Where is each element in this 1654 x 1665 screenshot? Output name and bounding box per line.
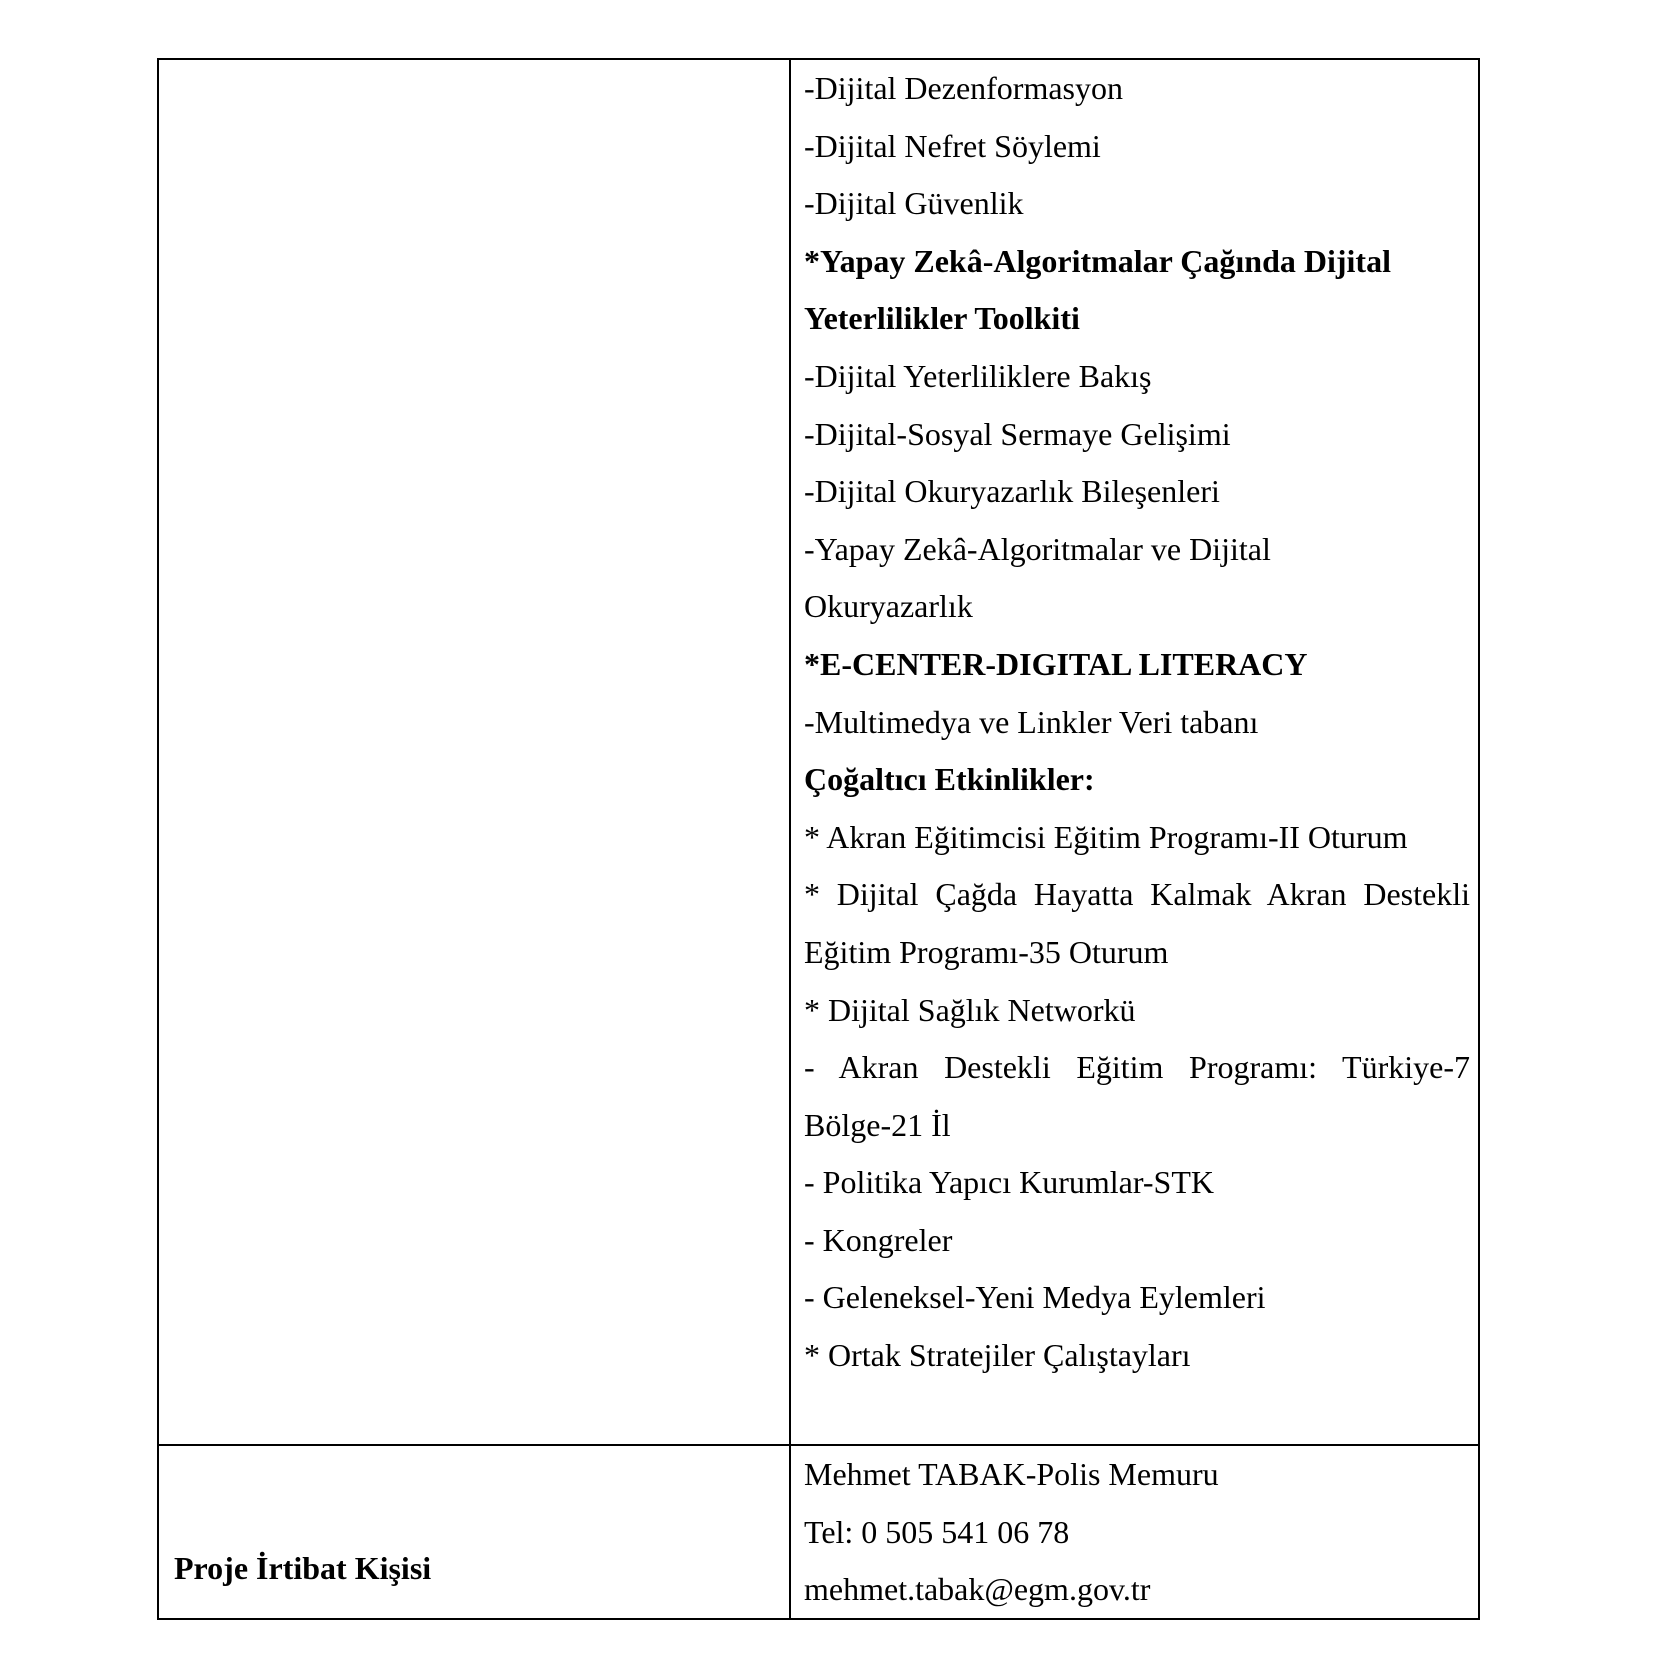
project-activities-cell bbox=[804, 60, 1470, 1385]
activity-line: * Ortak Stratejiler Çalıştayları bbox=[804, 1337, 1191, 1374]
document-table bbox=[157, 58, 1480, 1620]
contact-name: Mehmet TABAK-Polis Memuru bbox=[804, 1456, 1219, 1492]
activity-line: -Dijital Dezenformasyon bbox=[804, 70, 1123, 106]
activity-line: -Dijital Nefret Söylemi bbox=[804, 127, 1101, 164]
activity-line: Çoğaltıcı Etkinlikler: bbox=[804, 761, 1095, 798]
activity-line: - Politika Yapıcı Kurumlar-STK bbox=[804, 1164, 1214, 1201]
contact-details-cell bbox=[804, 1446, 1470, 1619]
activity-line: Eğitim Programı-35 Oturum bbox=[804, 933, 1169, 970]
activity-line: -Dijital Okuryazarlık Bileşenleri bbox=[804, 473, 1220, 510]
activity-line: -Dijital Yeterliliklere Bakış bbox=[804, 357, 1152, 394]
activity-line: -Yapay Zekâ-Algoritmalar ve Dijital bbox=[804, 530, 1271, 567]
activity-line: Bölge-21 İl bbox=[804, 1106, 951, 1143]
activity-line: - Kongreler bbox=[804, 1221, 953, 1258]
contact-label: Proje İrtibat Kişisi bbox=[174, 1550, 432, 1586]
activity-line: * Dijital Sağlık Networkü bbox=[804, 991, 1136, 1028]
activity-line: *E-CENTER-DIGITAL LITERACY bbox=[804, 645, 1308, 682]
activity-line: -Dijital-Sosyal Sermaye Gelişimi bbox=[804, 415, 1231, 452]
activity-line: -Multimedya ve Linkler Veri tabanı bbox=[804, 703, 1259, 740]
activity-line: Yeterlilikler Toolkiti bbox=[804, 300, 1080, 337]
column-divider bbox=[789, 60, 791, 1618]
activity-line: * Dijital Çağda Hayatta Kalmak Akran Destekli bbox=[804, 876, 1470, 913]
activity-line: * Akran Eğitimcisi Eğitim Programı-II Oturum bbox=[804, 818, 1408, 855]
contact-label-cell bbox=[174, 1540, 774, 1598]
contact-email: mehmet.tabak@egm.gov.tr bbox=[804, 1571, 1151, 1608]
contact-phone: Tel: 0 505 541 06 78 bbox=[804, 1513, 1070, 1550]
activity-line: -Dijital Güvenlik bbox=[804, 185, 1024, 222]
activity-line: Okuryazarlık bbox=[804, 588, 973, 625]
activity-line: - Akran Destekli Eğitim Programı: Türkiye-7 bbox=[804, 1049, 1470, 1086]
activity-line: - Geleneksel-Yeni Medya Eylemleri bbox=[804, 1279, 1266, 1316]
activity-line: *Yapay Zekâ-Algoritmalar Çağında Dijital bbox=[804, 242, 1391, 279]
